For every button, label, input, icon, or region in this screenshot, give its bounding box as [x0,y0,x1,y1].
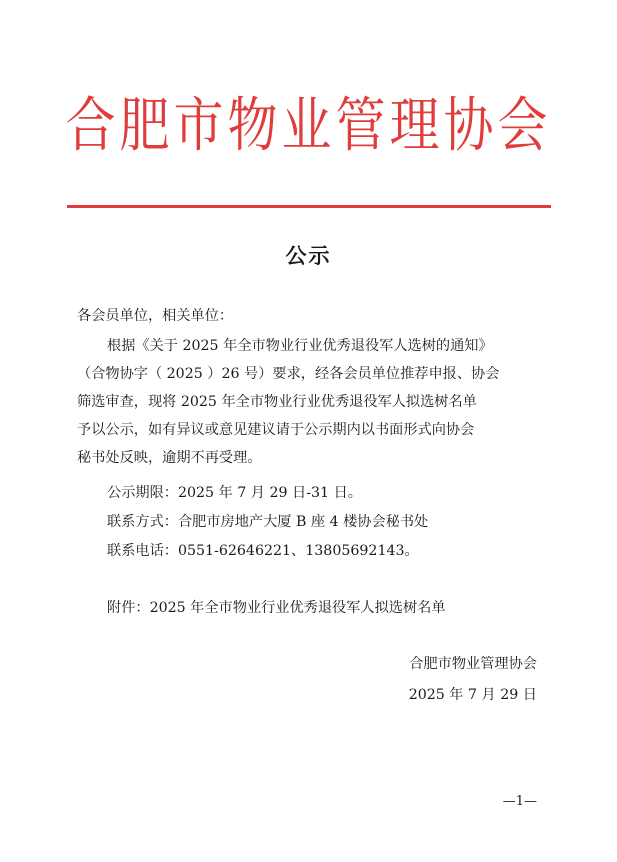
paragraph-line: 根据《关于 2025 年全市物业行业优秀退役军人选树的通知》 [107,338,493,354]
paragraph-line: 秘书处反映，逾期不再受理。 [77,450,262,466]
paragraph-line: （合物协字（ 2025 ）26 号）要求，经各会员单位推荐申报、协会 [77,366,500,382]
contact-phone: 联系电话：0551-62646221、13805692143。 [107,543,419,559]
notice-period: 公示期限：2025 年 7 月 29 日-31 日。 [107,485,362,501]
contact-address: 联系方式：合肥市房地产大厦 B 座 4 楼协会秘书处 [107,514,429,530]
main-paragraph [77,332,549,472]
signature-org: 合肥市物业管理协会 [409,656,537,672]
letterhead-divider [67,205,551,208]
page-number: —1— [502,794,537,809]
letterhead-title: 合肥市物业管理协会 [65,90,552,160]
salutation: 各会员单位，相关单位： [77,308,234,324]
paragraph-line: 予以公示，如有异议或意见建议请于公示期内以书面形式向协会 [77,422,475,438]
document-title: 公示 [285,243,332,268]
signature-date: 2025 年 7 月 29 日 [408,687,537,703]
paragraph-line: 筛选审查，现将 2025 年全市物业行业优秀退役军人拟选树名单 [77,394,477,410]
attachment-note: 附件：2025 年全市物业行业优秀退役军人拟选树名单 [107,600,446,616]
